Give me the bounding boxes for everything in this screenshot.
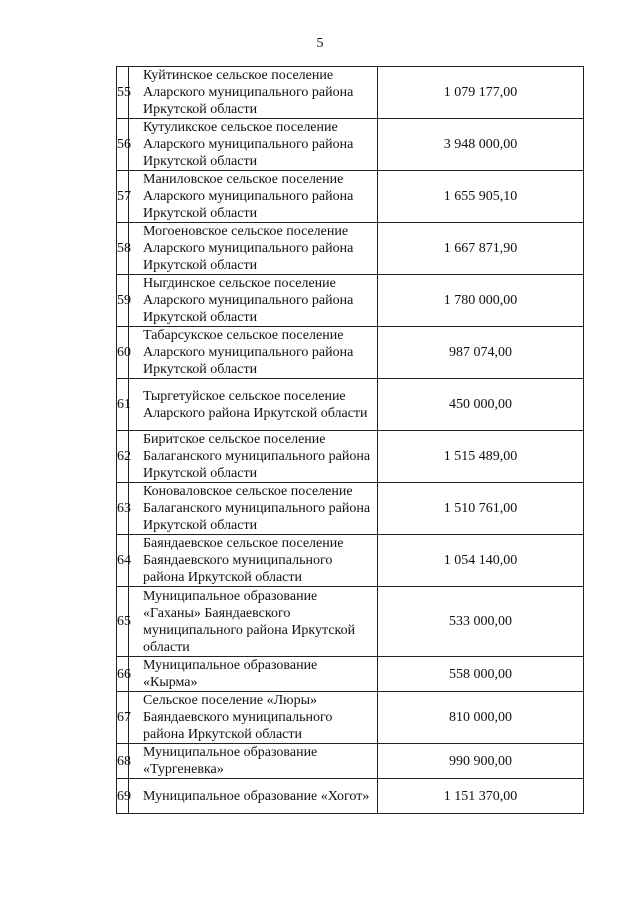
row-number: 61 — [117, 379, 129, 431]
amount: 810 000,00 — [378, 692, 584, 744]
row-number: 63 — [117, 483, 129, 535]
amount: 558 000,00 — [378, 657, 584, 692]
table-row — [117, 327, 584, 379]
table-row — [117, 431, 584, 483]
row-number: 69 — [117, 779, 129, 814]
table-row — [117, 67, 584, 119]
row-number: 58 — [117, 223, 129, 275]
table-row — [117, 587, 584, 657]
row-number: 55 — [117, 67, 129, 119]
amount: 1 079 177,00 — [378, 67, 584, 119]
table-row — [117, 535, 584, 587]
table-row — [117, 223, 584, 275]
table-row — [117, 171, 584, 223]
row-number: 64 — [117, 535, 129, 587]
page-number: 5 — [316, 36, 324, 51]
amount: 1 515 489,00 — [378, 431, 584, 483]
amount: 1 655 905,10 — [378, 171, 584, 223]
settlement-name: Коноваловское сельское поселение Балаганского муниципального района Иркутской области — [129, 483, 378, 535]
settlement-name: Маниловское сельское поселение Аларского муниципального района Иркутской области — [129, 171, 378, 223]
amount: 3 948 000,00 — [378, 119, 584, 171]
settlement-name: Тыргетуйское сельское поселение Аларского района Иркутской области — [129, 379, 378, 431]
amount: 533 000,00 — [378, 587, 584, 657]
settlement-name: Табарсукское сельское поселение Аларского муниципального района Иркутской области — [129, 327, 378, 379]
amount: 450 000,00 — [378, 379, 584, 431]
amount: 987 074,00 — [378, 327, 584, 379]
amount: 1 510 761,00 — [378, 483, 584, 535]
amount: 990 900,00 — [378, 744, 584, 779]
table-row — [117, 119, 584, 171]
row-number: 66 — [117, 657, 129, 692]
table-row — [117, 779, 584, 814]
row-number: 57 — [117, 171, 129, 223]
settlement-name: Ныгдинское сельское поселение Аларского муниципального района Иркутской области — [129, 275, 378, 327]
amount: 1 054 140,00 — [378, 535, 584, 587]
table-row — [117, 379, 584, 431]
allocation-table — [116, 66, 584, 814]
row-number: 62 — [117, 431, 129, 483]
settlement-name: Сельское поселение «Люры» Баяндаевского муниципального района Иркутской области — [129, 692, 378, 744]
settlement-name: Муниципальное образование «Кырма» — [129, 657, 378, 692]
settlement-name: Могоеновское сельское поселение Аларского муниципального района Иркутской области — [129, 223, 378, 275]
settlement-name: Биритское сельское поселение Балаганского муниципального района Иркутской области — [129, 431, 378, 483]
amount: 1 667 871,90 — [378, 223, 584, 275]
row-number: 67 — [117, 692, 129, 744]
table-row — [117, 483, 584, 535]
row-number: 60 — [117, 327, 129, 379]
table-row — [117, 275, 584, 327]
row-number: 56 — [117, 119, 129, 171]
settlement-name: Муниципальное образование «Тургеневка» — [129, 744, 378, 779]
table-row — [117, 657, 584, 692]
table-row — [117, 692, 584, 744]
settlement-name: Кутуликское сельское поселение Аларского муниципального района Иркутской области — [129, 119, 378, 171]
settlement-name: Баяндаевское сельское поселение Баяндаевского муниципального района Иркутской области — [129, 535, 378, 587]
row-number: 65 — [117, 587, 129, 657]
settlement-name: Куйтинское сельское поселение Аларского муниципального района Иркутской области — [129, 67, 378, 119]
amount: 1 780 000,00 — [378, 275, 584, 327]
settlement-name: Муниципальное образование «Хогот» — [129, 779, 378, 814]
table-body — [117, 67, 584, 814]
settlement-name: Муниципальное образование «Гаханы» Баяндаевского муниципального района Иркутской области — [129, 587, 378, 657]
row-number: 68 — [117, 744, 129, 779]
row-number: 59 — [117, 275, 129, 327]
table-row — [117, 744, 584, 779]
amount: 1 151 370,00 — [378, 779, 584, 814]
